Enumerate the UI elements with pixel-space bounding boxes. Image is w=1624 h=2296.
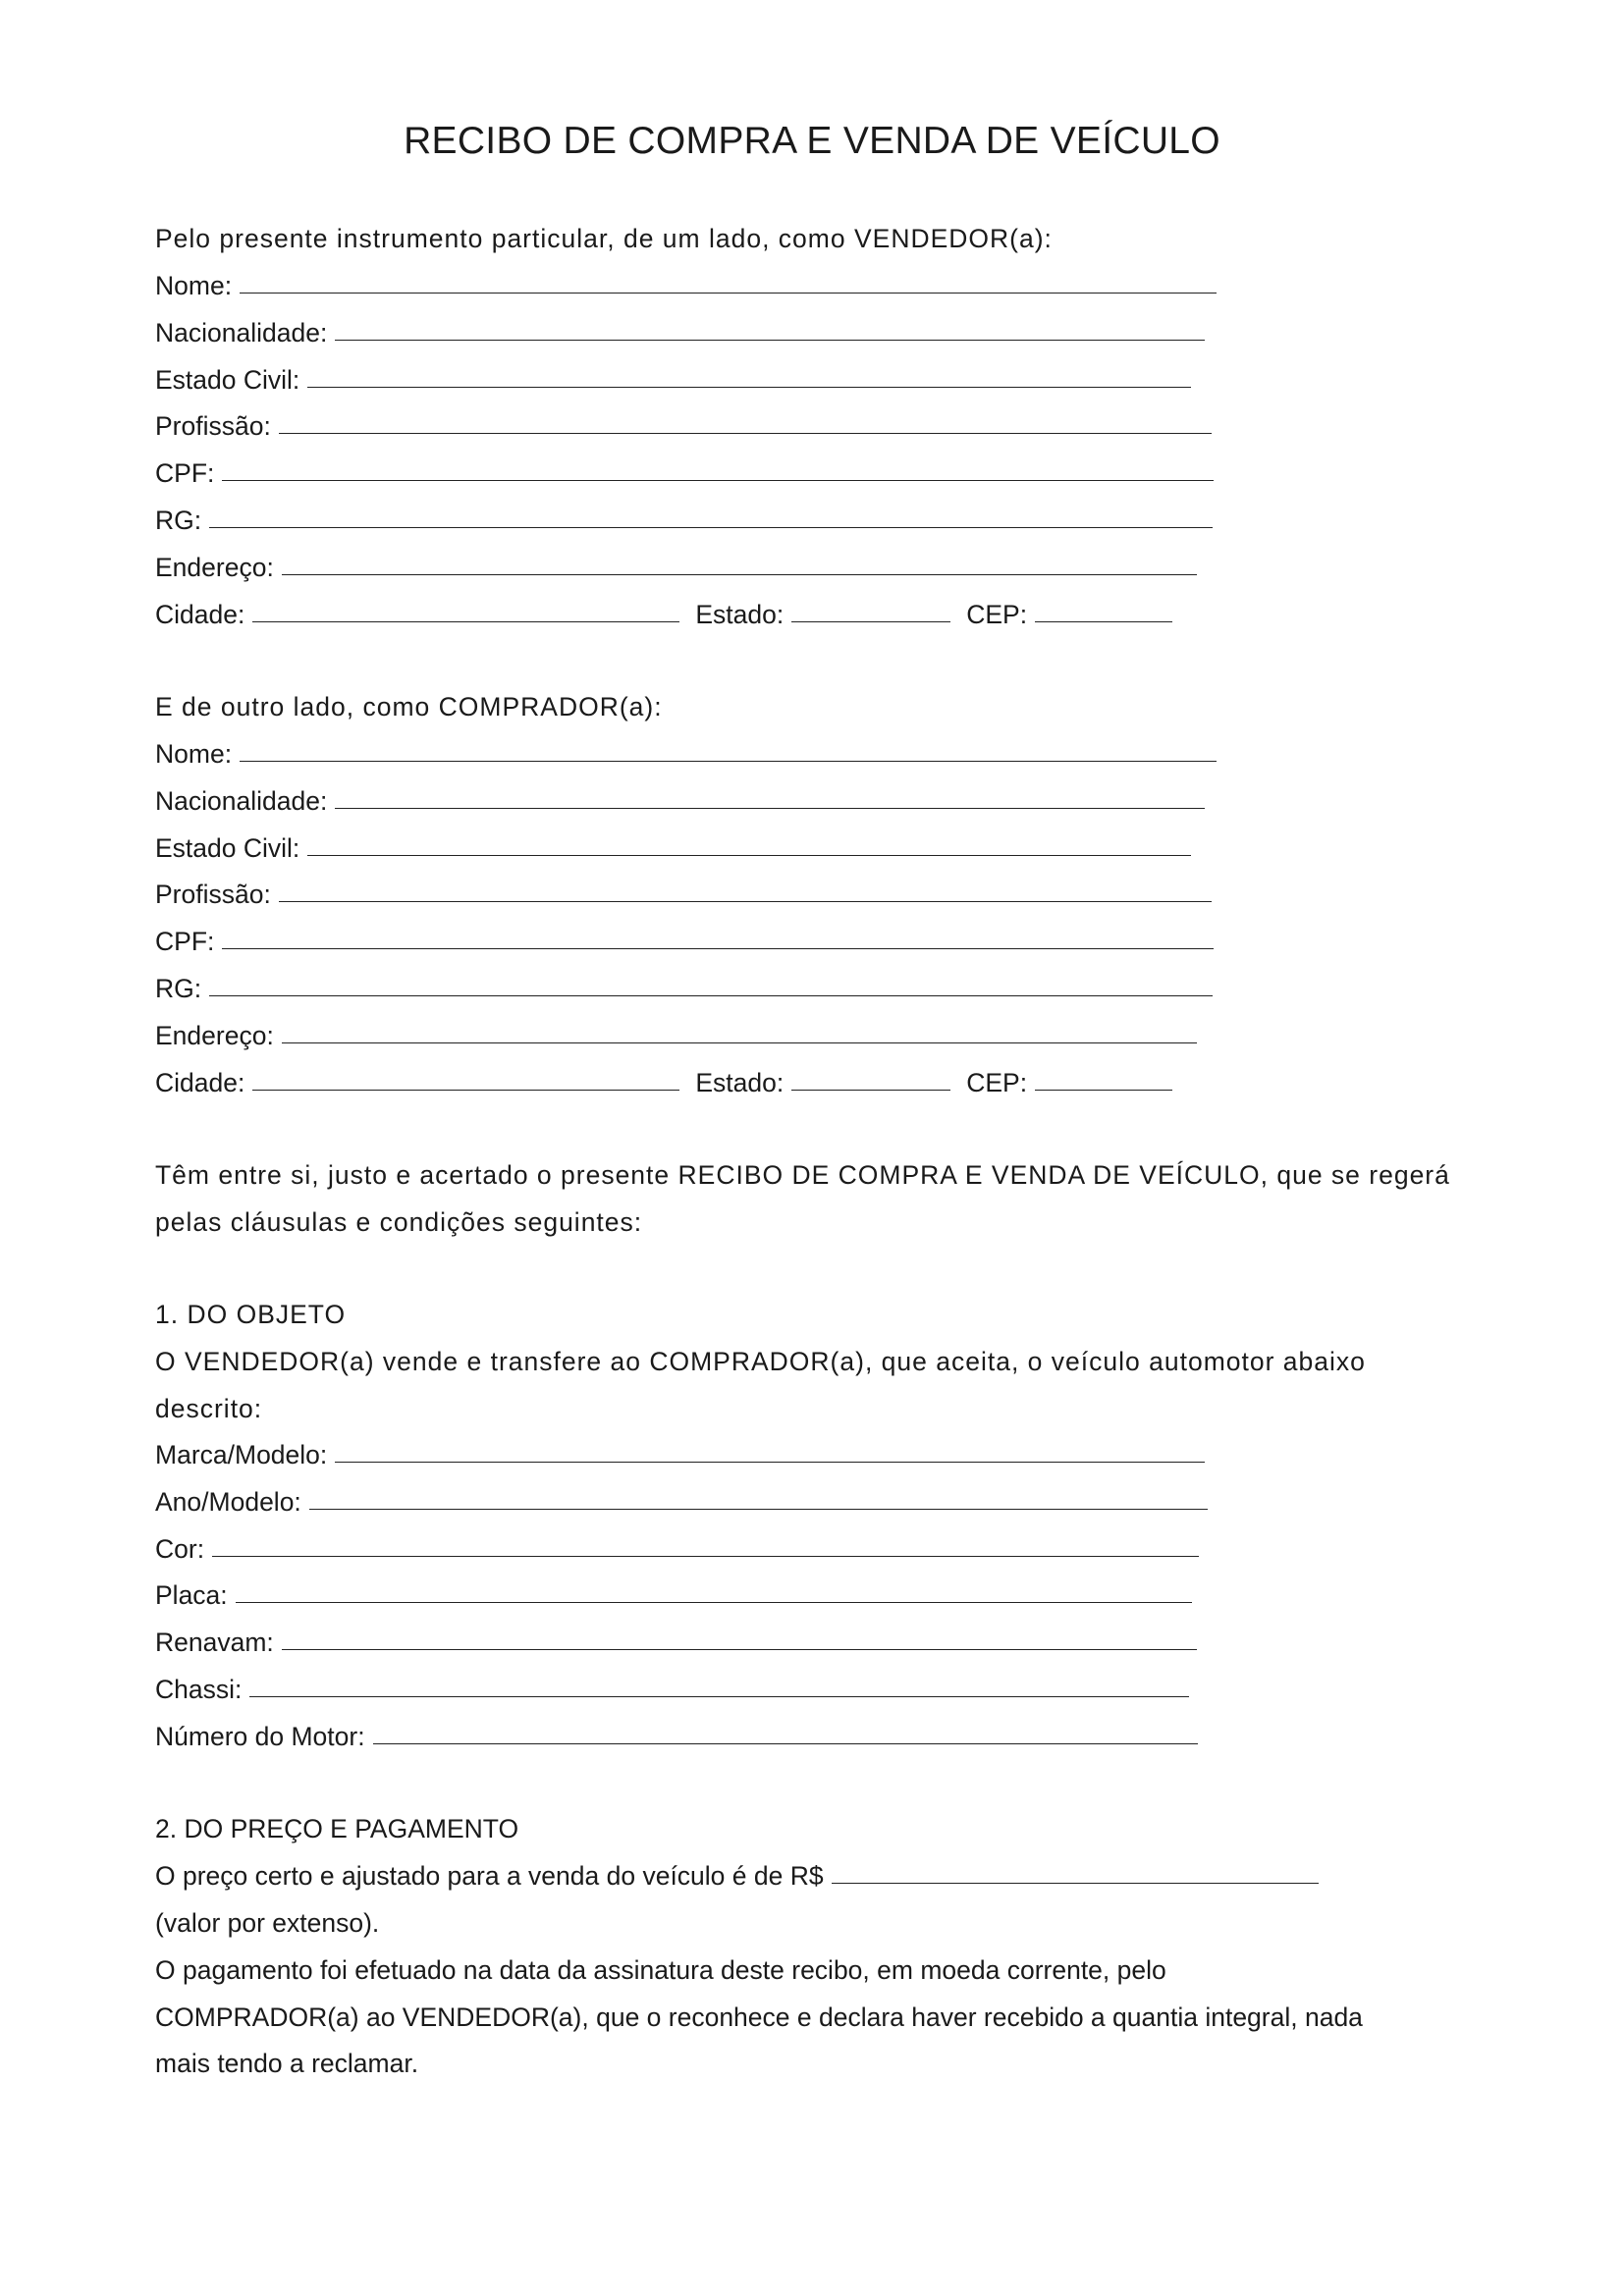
buyer-endereco-line — [282, 1042, 1197, 1043]
seller-profissao-field — [155, 402, 1212, 450]
chassi-field — [155, 1666, 1189, 1713]
cor-label: Cor: — [155, 1534, 205, 1564]
buyer-cpf-line — [222, 948, 1214, 949]
marca-modelo-label: Marca/Modelo: — [155, 1440, 328, 1469]
buyer-cidade-line — [252, 1090, 679, 1091]
buyer-rg-label: RG: — [155, 974, 202, 1003]
price-line-5: mais tendo a reclamar. — [155, 2049, 419, 2078]
buyer-rg-field — [155, 965, 1213, 1012]
seller-estado-label: Estado: — [695, 600, 785, 629]
renavam-field — [155, 1619, 1197, 1666]
price-value-line — [832, 1883, 1319, 1884]
cor-line — [212, 1556, 1199, 1557]
seller-estado-civil-label: Estado Civil: — [155, 365, 300, 395]
buyer-cep-line — [1035, 1090, 1172, 1091]
renavam-line — [282, 1649, 1197, 1650]
seller-cep-line — [1035, 621, 1172, 622]
seller-cpf-field — [155, 450, 1214, 497]
buyer-profissao-line — [279, 901, 1212, 902]
buyer-cidade-label: Cidade: — [155, 1068, 245, 1097]
seller-nome-label: Nome: — [155, 271, 233, 300]
ano-modelo-line — [309, 1509, 1208, 1510]
buyer-cpf-label: CPF: — [155, 927, 215, 956]
seller-endereco-field — [155, 544, 1197, 591]
price-line-1: O preço certo e ajustado para a venda do veículo é de R$ — [155, 1861, 824, 1891]
seller-rg-line — [209, 527, 1213, 528]
seller-profissao-line — [279, 433, 1212, 434]
seller-nome-line — [240, 293, 1217, 294]
seller-nome-field — [155, 262, 1217, 309]
object-line-1: O VENDEDOR(a) vende e transfere ao COMPRADOR(a), que aceita, o veículo automotor abaixo — [155, 1347, 1366, 1376]
seller-endereco-label: Endereço: — [155, 553, 274, 582]
buyer-profissao-label: Profissão: — [155, 880, 271, 909]
buyer-estado-line — [791, 1090, 950, 1091]
seller-estado-line — [791, 621, 950, 622]
seller-cidade-line — [252, 621, 679, 622]
seller-cidade-label: Cidade: — [155, 600, 245, 629]
buyer-rg-line — [209, 995, 1213, 996]
numero-motor-field — [155, 1713, 1198, 1760]
agreement-line-2: pelas cláusulas e condições seguintes: — [155, 1207, 643, 1237]
buyer-nome-label: Nome: — [155, 739, 233, 769]
numero-motor-label: Número do Motor: — [155, 1722, 365, 1751]
buyer-estado-civil-label: Estado Civil: — [155, 833, 300, 863]
numero-motor-line — [373, 1743, 1198, 1744]
agreement-line-1: Têm entre si, justo e acertado o presente RECIBO DE COMPRA E VENDA DE VEÍCULO, que se regerá — [155, 1160, 1450, 1190]
seller-nacionalidade-line — [335, 340, 1205, 341]
object-heading: 1. DO OBJETO — [155, 1300, 347, 1329]
seller-location-field — [155, 591, 1172, 638]
seller-rg-field — [155, 497, 1213, 544]
buyer-endereco-label: Endereço: — [155, 1021, 274, 1050]
buyer-cep-label: CEP: — [966, 1068, 1028, 1097]
buyer-location-field — [155, 1059, 1172, 1106]
buyer-nome-field — [155, 730, 1217, 777]
seller-profissao-label: Profissão: — [155, 411, 271, 441]
price-heading: 2. DO PREÇO E PAGAMENTO — [155, 1814, 519, 1843]
renavam-label: Renavam: — [155, 1628, 274, 1657]
marca-modelo-line — [335, 1462, 1205, 1463]
buyer-intro: E de outro lado, como COMPRADOR(a): — [155, 692, 663, 721]
buyer-nacionalidade-line — [335, 808, 1205, 809]
price-line-3: O pagamento foi efetuado na data da assinatura deste recibo, em moeda corrente, pelo — [155, 1955, 1166, 1985]
seller-estado-civil-line — [307, 387, 1191, 388]
placa-field — [155, 1572, 1192, 1619]
ano-modelo-label: Ano/Modelo: — [155, 1487, 301, 1517]
seller-nacionalidade-field — [155, 309, 1205, 356]
buyer-profissao-field — [155, 871, 1212, 918]
placa-line — [236, 1602, 1192, 1603]
seller-cpf-line — [222, 480, 1214, 481]
document-title: RECIBO DE COMPRA E VENDA DE VEÍCULO — [404, 120, 1220, 162]
cor-field — [155, 1525, 1199, 1573]
buyer-nacionalidade-label: Nacionalidade: — [155, 786, 328, 816]
buyer-estado-civil-line — [307, 855, 1191, 856]
ano-modelo-field — [155, 1478, 1208, 1525]
chassi-label: Chassi: — [155, 1675, 243, 1704]
placa-label: Placa: — [155, 1580, 228, 1610]
price-line-4: COMPRADOR(a) ao VENDEDOR(a), que o reconhece e declara haver recebido a quantia integral, nada — [155, 2002, 1363, 2032]
price-line-2: (valor por extenso). — [155, 1908, 380, 1938]
marca-modelo-field — [155, 1431, 1205, 1478]
buyer-nome-line — [240, 761, 1217, 762]
chassi-line — [249, 1696, 1189, 1697]
buyer-endereco-field — [155, 1012, 1197, 1059]
seller-cpf-label: CPF: — [155, 458, 215, 488]
seller-endereco-line — [282, 574, 1197, 575]
buyer-estado-civil-field — [155, 825, 1191, 872]
seller-cep-label: CEP: — [966, 600, 1028, 629]
seller-nacionalidade-label: Nacionalidade: — [155, 318, 328, 347]
buyer-estado-label: Estado: — [695, 1068, 785, 1097]
buyer-nacionalidade-field — [155, 777, 1205, 825]
seller-intro: Pelo presente instrumento particular, de um lado, como VENDEDOR(a): — [155, 224, 1053, 253]
seller-estado-civil-field — [155, 356, 1191, 403]
buyer-cpf-field — [155, 918, 1214, 965]
object-line-2: descrito: — [155, 1394, 263, 1423]
seller-rg-label: RG: — [155, 506, 202, 535]
price-value-field — [155, 1852, 1319, 1899]
